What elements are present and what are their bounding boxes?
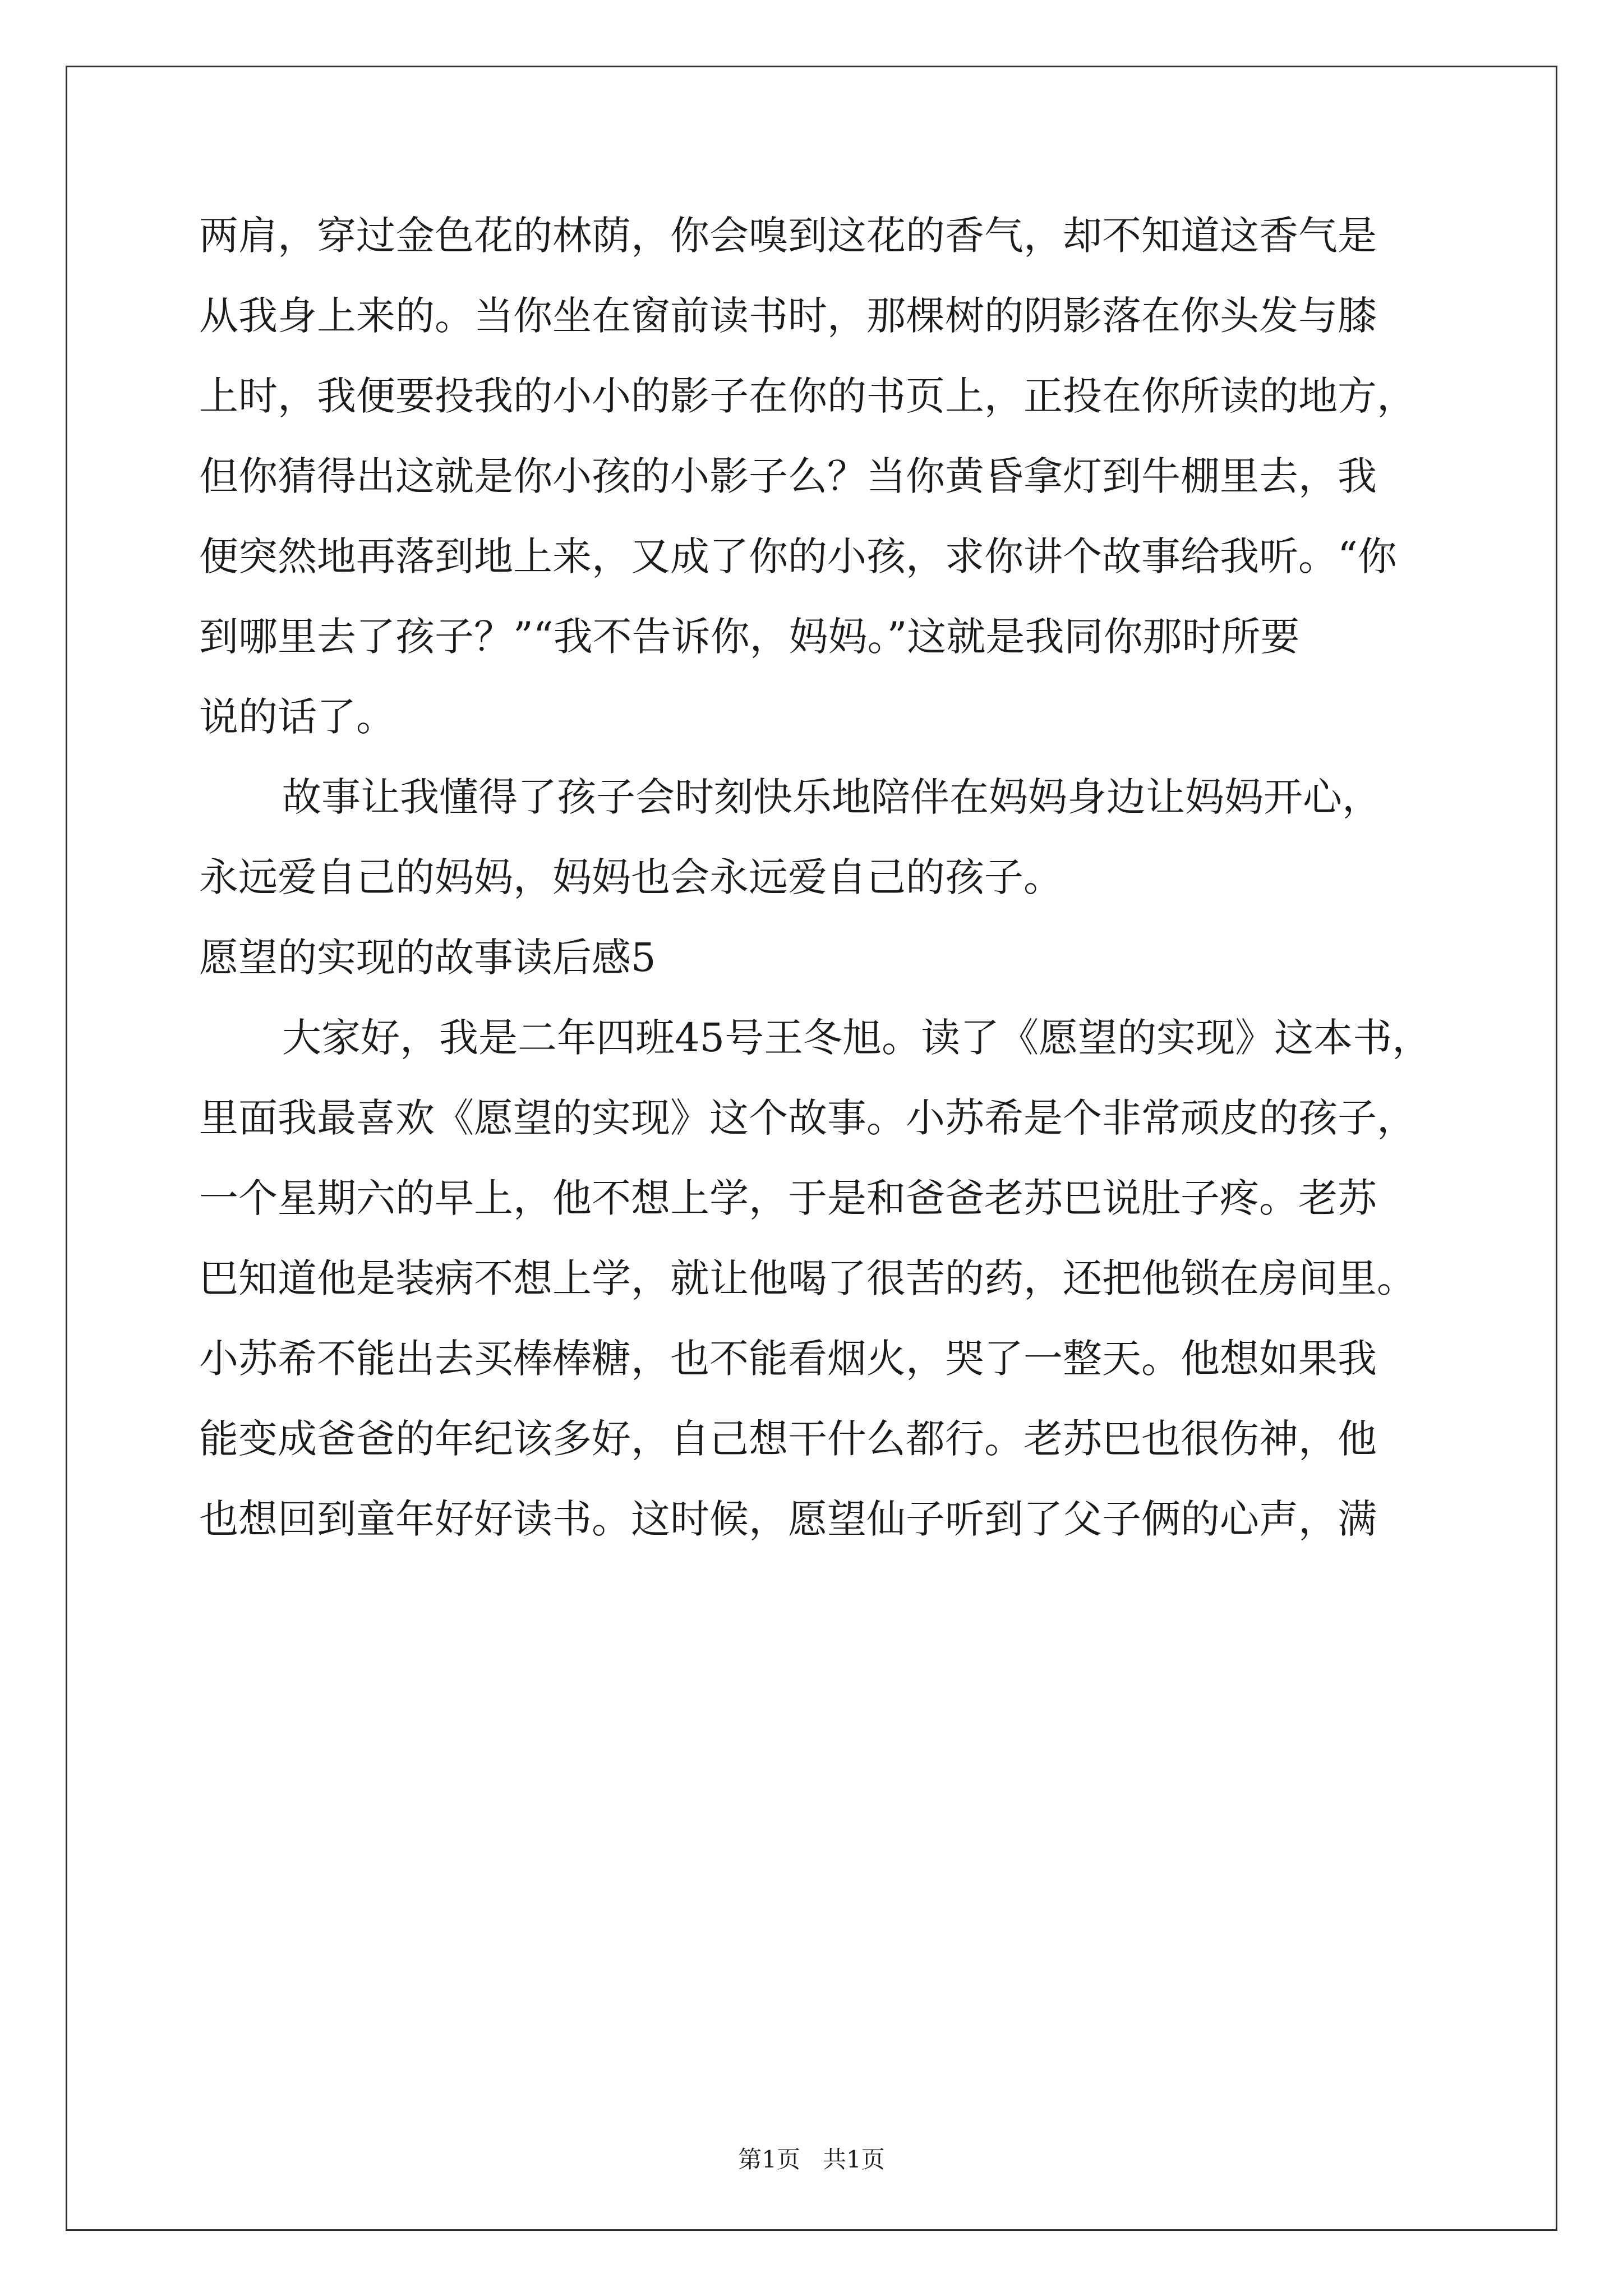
paragraph-first-line: 大家好，我是二年四班45号王冬旭。读了《愿望的实现》这本书， — [282, 1015, 1432, 1061]
text-line: 永远爱自己的妈妈，妈妈也会永远爱自己的孩子。 — [199, 854, 1063, 900]
text-line: 两肩，穿过金色花的林荫，你会嗅到这花的香气，却不知道这香气是 — [199, 213, 1377, 259]
text-line: 说的话了。 — [199, 694, 395, 740]
text-line: 便突然地再落到地上来，又成了你的小孩，求你讲个故事给我听。“你 — [199, 533, 1397, 579]
text-line: 能变成爸爸的年纪该多好，自己想干什么都行。老苏巴也很伤神，他 — [199, 1416, 1377, 1462]
text-line: 也想回到童年好好读书。这时候，愿望仙子听到了父子俩的心声，满 — [199, 1496, 1377, 1542]
text-line: 小苏希不能出去买棒棒糖，也不能看烟火，哭了一整天。他想如果我 — [199, 1336, 1377, 1382]
paragraph-first-line: 故事让我懂得了孩子会时刻快乐地陪伴在妈妈身边让妈妈开心， — [282, 774, 1381, 820]
text-line: 到哪里去了孩子？”“我不告诉你，妈妈。”这就是我同你那时所要 — [199, 614, 1300, 660]
text-line: 一个星期六的早上，他不想上学，于是和爸爸老苏巴说肚子疼。老苏 — [199, 1175, 1377, 1221]
text-line: 从我身上来的。当你坐在窗前读书时，那棵树的阴影落在你头发与膝 — [199, 293, 1377, 339]
text-line: 巴知道他是装病不想上学，就让他喝了很苦的药，还把他锁在房间里。 — [199, 1255, 1416, 1301]
page-footer: 第1页 共1页 — [738, 2146, 885, 2173]
text-line: 上时，我便要投我的小小的影子在你的书页上，正投在你所读的地方， — [199, 373, 1416, 419]
text-line: 但你猜得出这就是你小孩的小影子么？当你黄昏拿灯到牛棚里去，我 — [199, 453, 1377, 499]
section-heading: 愿望的实现的故事读后感5 — [199, 935, 656, 981]
text-line: 里面我最喜欢《愿望的实现》这个故事。小苏希是个非常顽皮的孩子， — [199, 1095, 1416, 1141]
